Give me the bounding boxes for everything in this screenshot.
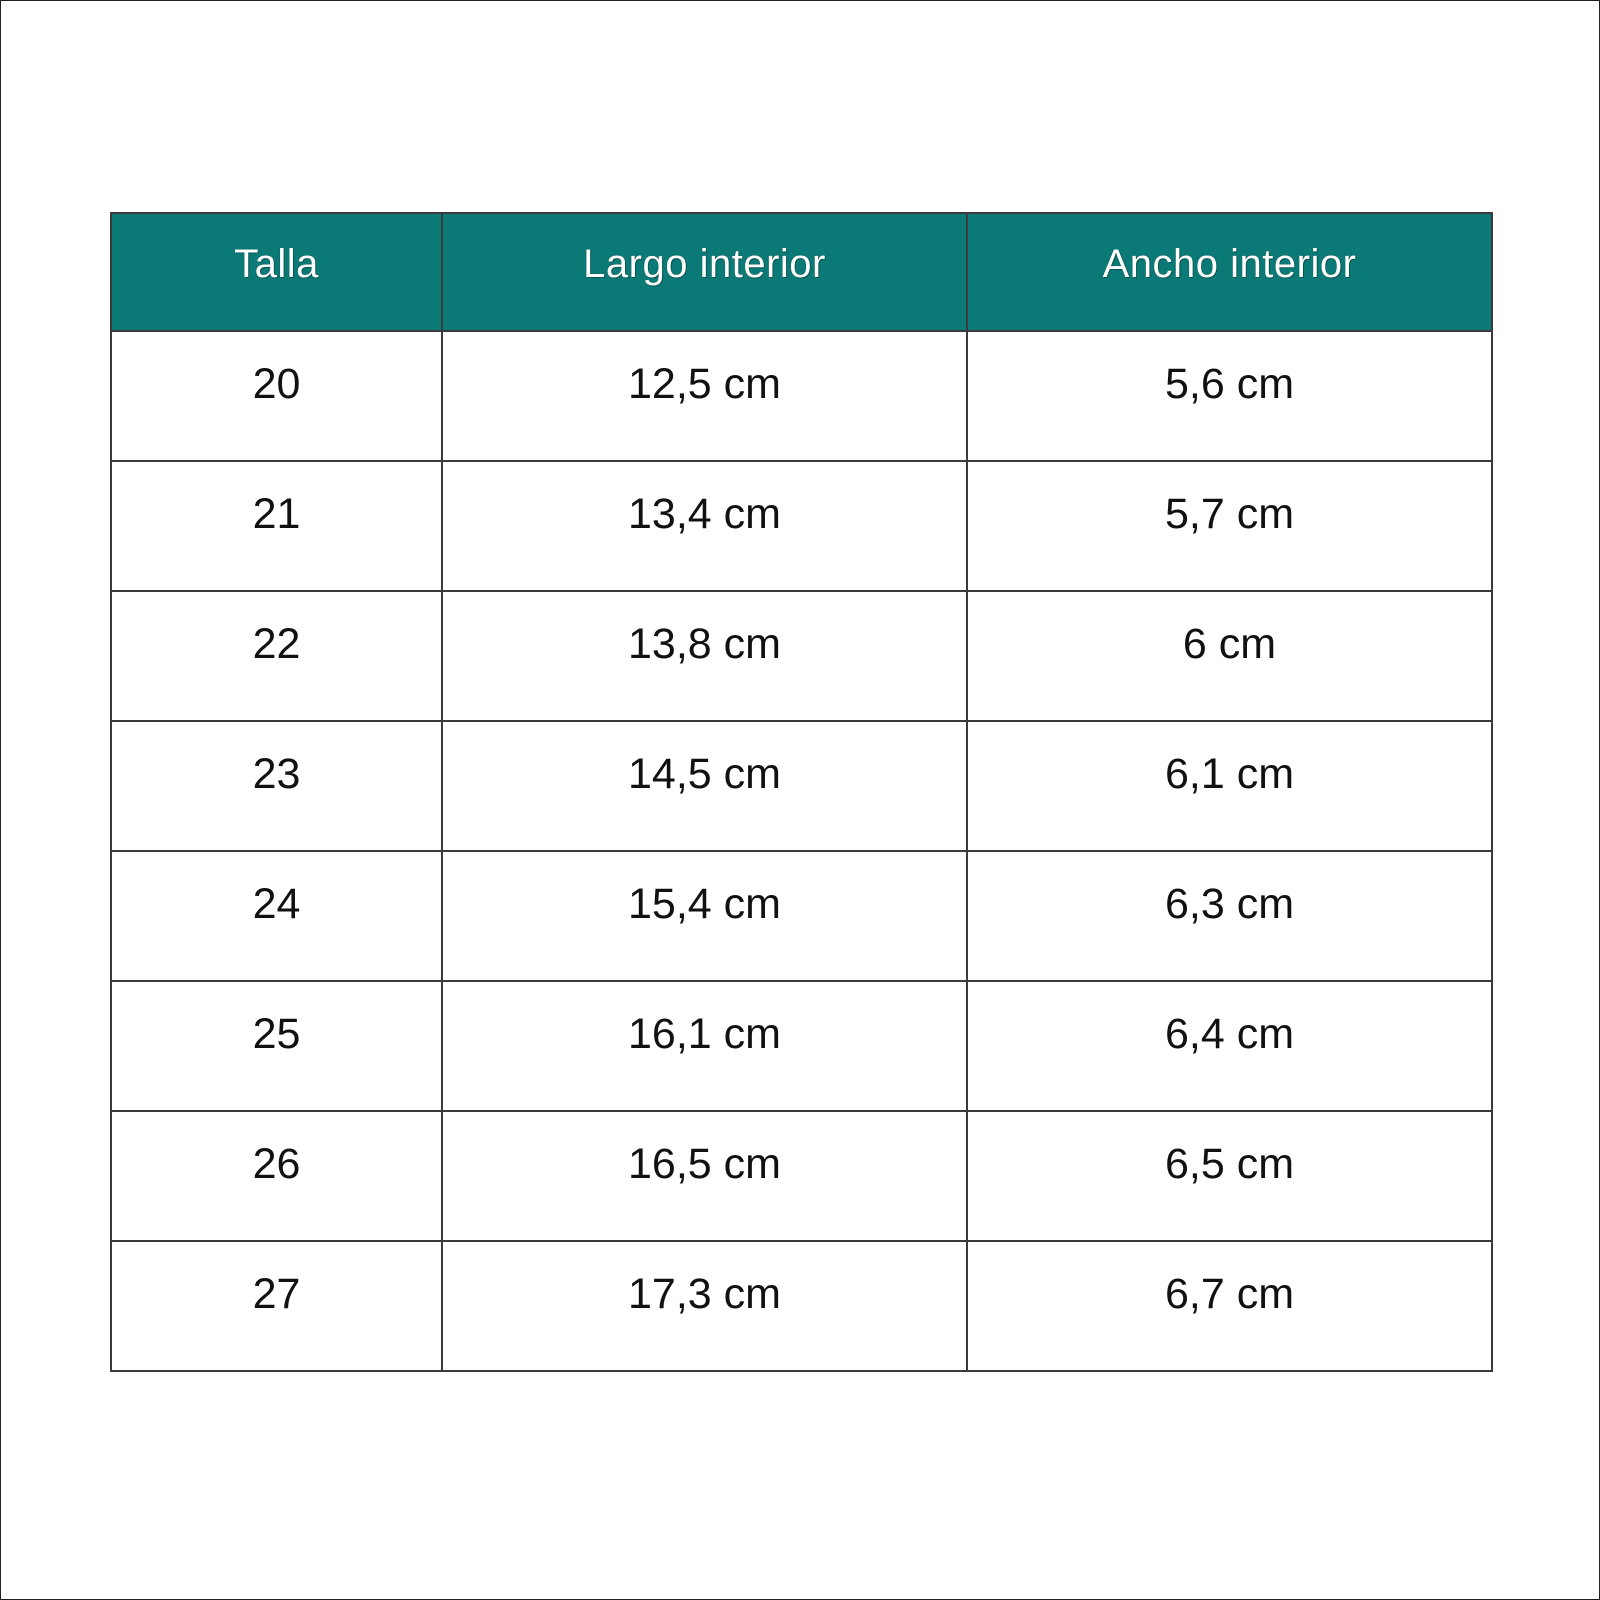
- cell-largo: 14,5 cm: [442, 721, 967, 851]
- table-row: [111, 591, 1492, 721]
- header-talla: Talla: [111, 213, 442, 331]
- cell-largo: 13,8 cm: [442, 591, 967, 721]
- cell-talla: 23: [111, 721, 442, 851]
- cell-ancho: 5,6 cm: [967, 331, 1492, 461]
- cell-talla: 26: [111, 1111, 442, 1241]
- table-row: [111, 331, 1492, 461]
- table-row: [111, 1111, 1492, 1241]
- cell-talla: 20: [111, 331, 442, 461]
- cell-talla: 27: [111, 1241, 442, 1371]
- cell-largo: 12,5 cm: [442, 331, 967, 461]
- cell-largo: 13,4 cm: [442, 461, 967, 591]
- cell-ancho: 6,7 cm: [967, 1241, 1492, 1371]
- cell-ancho: 6,1 cm: [967, 721, 1492, 851]
- table-row: [111, 461, 1492, 591]
- cell-talla: 22: [111, 591, 442, 721]
- cell-talla: 21: [111, 461, 442, 591]
- table-row: [111, 851, 1492, 981]
- size-chart-table: [110, 212, 1493, 1372]
- table-row: [111, 1241, 1492, 1371]
- cell-ancho: 6,4 cm: [967, 981, 1492, 1111]
- cell-talla: 24: [111, 851, 442, 981]
- cell-ancho: 6,3 cm: [967, 851, 1492, 981]
- cell-largo: 17,3 cm: [442, 1241, 967, 1371]
- cell-ancho: 6 cm: [967, 591, 1492, 721]
- cell-ancho: 6,5 cm: [967, 1111, 1492, 1241]
- table-row: [111, 721, 1492, 851]
- header-ancho-interior: Ancho interior: [967, 213, 1492, 331]
- cell-ancho: 5,7 cm: [967, 461, 1492, 591]
- cell-talla: 25: [111, 981, 442, 1111]
- header-largo-interior: Largo interior: [442, 213, 967, 331]
- cell-largo: 16,1 cm: [442, 981, 967, 1111]
- table-row: [111, 981, 1492, 1111]
- table-header-row: [111, 213, 1492, 331]
- cell-largo: 16,5 cm: [442, 1111, 967, 1241]
- cell-largo: 15,4 cm: [442, 851, 967, 981]
